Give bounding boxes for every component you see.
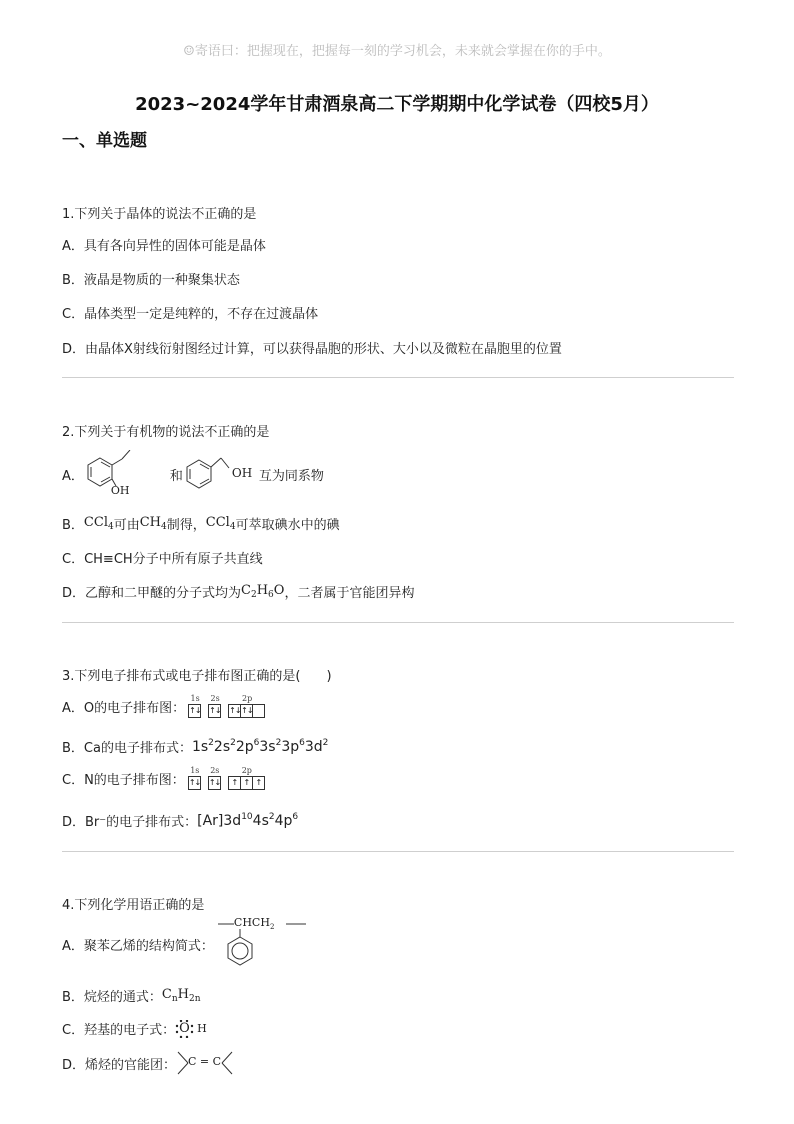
- question-2-option-c: C．CH≡CH分子中所有原子共直线: [62, 552, 263, 567]
- option-a-text: A．O的电子排布图：: [62, 700, 186, 716]
- question-3-option-d: [62, 811, 298, 830]
- formula-ch4: $CH_4$: [139, 515, 167, 532]
- question-2-stem: 2.下列关于有机物的说法不正确的是: [62, 425, 270, 440]
- electron-configuration-br: $[Ar]3d^{10}4s^24p^6$: [197, 812, 299, 829]
- question-1-option-d: D．由晶体X射线衍射图经过计算，可以获得晶胞的形状、大小以及微粒在晶胞里的位置: [62, 342, 562, 357]
- question-4-option-c: [62, 1019, 211, 1038]
- question-1-option-a: A．具有各向异性的固体可能是晶体: [62, 239, 266, 254]
- option-b-label: B．: [62, 518, 84, 533]
- polystyrene-structure: [218, 915, 308, 973]
- option-a-label: A．: [62, 468, 84, 484]
- motto: ☺寄语曰：把握现在，把握每一刻的学习机会，未来就会掌握在你的手中。: [183, 44, 611, 59]
- benzyl-alcohol-structure: [185, 450, 259, 498]
- oxygen-symbol: O: [179, 1020, 190, 1036]
- formula-ccl4: CCl$_4$: [83, 515, 114, 532]
- question-1-option-b: B．液晶是物质的一种聚集状态: [62, 273, 240, 288]
- orbital-diagram-nitrogen: 1s ↑↓ 2s ↑↓ 2p ↑ ↑ ↑: [189, 766, 273, 790]
- question-2-option-a: [62, 450, 324, 498]
- question-3-stem: 3.下列电子排布式或电子排布图正确的是( ): [62, 669, 332, 684]
- question-4-option-a: [62, 915, 308, 973]
- option-c-text: C．N的电子排布图：: [62, 772, 185, 788]
- hydroxyl-electron-dot: [175, 1020, 211, 1038]
- question-2-option-d: [62, 582, 414, 601]
- option-c-text: C．羟基的电子式：: [62, 1023, 176, 1038]
- option-b-text: B．烷烃的通式：: [62, 990, 162, 1005]
- hydroxyl-label: OH: [231, 466, 253, 480]
- page-title: 2023~2024学年甘肃酒泉高二下学期期中化学试卷（四校5月）: [135, 94, 659, 115]
- option-d-text: D．乙醇和二甲醚的分子式均为: [62, 586, 242, 601]
- question-3-option-c: [62, 764, 273, 792]
- divider: [62, 377, 734, 378]
- option-b-text: 可萃取碘水中的碘: [235, 518, 340, 533]
- option-b-text: 制得，: [166, 518, 206, 533]
- section-heading: 一、单选题: [62, 131, 147, 151]
- option-b-text: B．Ca的电子排布式：: [62, 741, 192, 756]
- divider: [62, 622, 734, 623]
- question-3-option-a: [62, 692, 273, 720]
- question-4-option-d: [62, 1050, 236, 1076]
- question-4-stem: 4.下列化学用语正确的是: [62, 898, 205, 913]
- question-1-option-c: C．晶体类型一定是纯粹的，不存在过渡晶体: [62, 307, 319, 322]
- ortho-ethylphenol-structure: [84, 450, 142, 498]
- option-d-text: D．Br⁻的电子排布式：: [62, 815, 198, 830]
- option-d-text: ，二者属于官能团异构: [284, 586, 415, 601]
- formula-cnh2n: $C_nH_{2n}$: [161, 987, 201, 1004]
- formula-ccl4: CCl$_4$: [205, 515, 236, 532]
- electron-configuration-ca: $1s^22s^22p^63s^23p^63d^2$: [191, 738, 329, 755]
- question-3-option-b: [62, 737, 328, 756]
- formula-c2h6o: $C_2H_6O$: [241, 583, 285, 600]
- question-1-stem: 1.下列关于晶体的说法不正确的是: [62, 207, 257, 222]
- polystyrene-formula: $CHCH_2$: [233, 916, 275, 931]
- option-a-text: A．聚苯乙烯的结构简式：: [62, 938, 214, 954]
- orbital-diagram-oxygen: 1s ↑↓ 2s ↑↓ 2p ↑↓ ↑↓: [189, 694, 273, 718]
- option-a-text: 互为同系物: [258, 468, 324, 484]
- option-d-text: D．烯烃的官能团：: [62, 1057, 177, 1073]
- alkene-formula: C = C: [188, 1055, 222, 1068]
- option-a-connector: 和: [169, 468, 183, 484]
- hydrogen-symbol: H: [197, 1021, 207, 1035]
- hydroxyl-label: OH: [110, 484, 130, 497]
- option-b-text: 可由: [113, 518, 140, 533]
- divider: [62, 851, 734, 852]
- question-4-option-b: [62, 986, 201, 1005]
- alkene-double-bond-structure: [176, 1050, 236, 1076]
- question-2-option-b: [62, 514, 340, 533]
